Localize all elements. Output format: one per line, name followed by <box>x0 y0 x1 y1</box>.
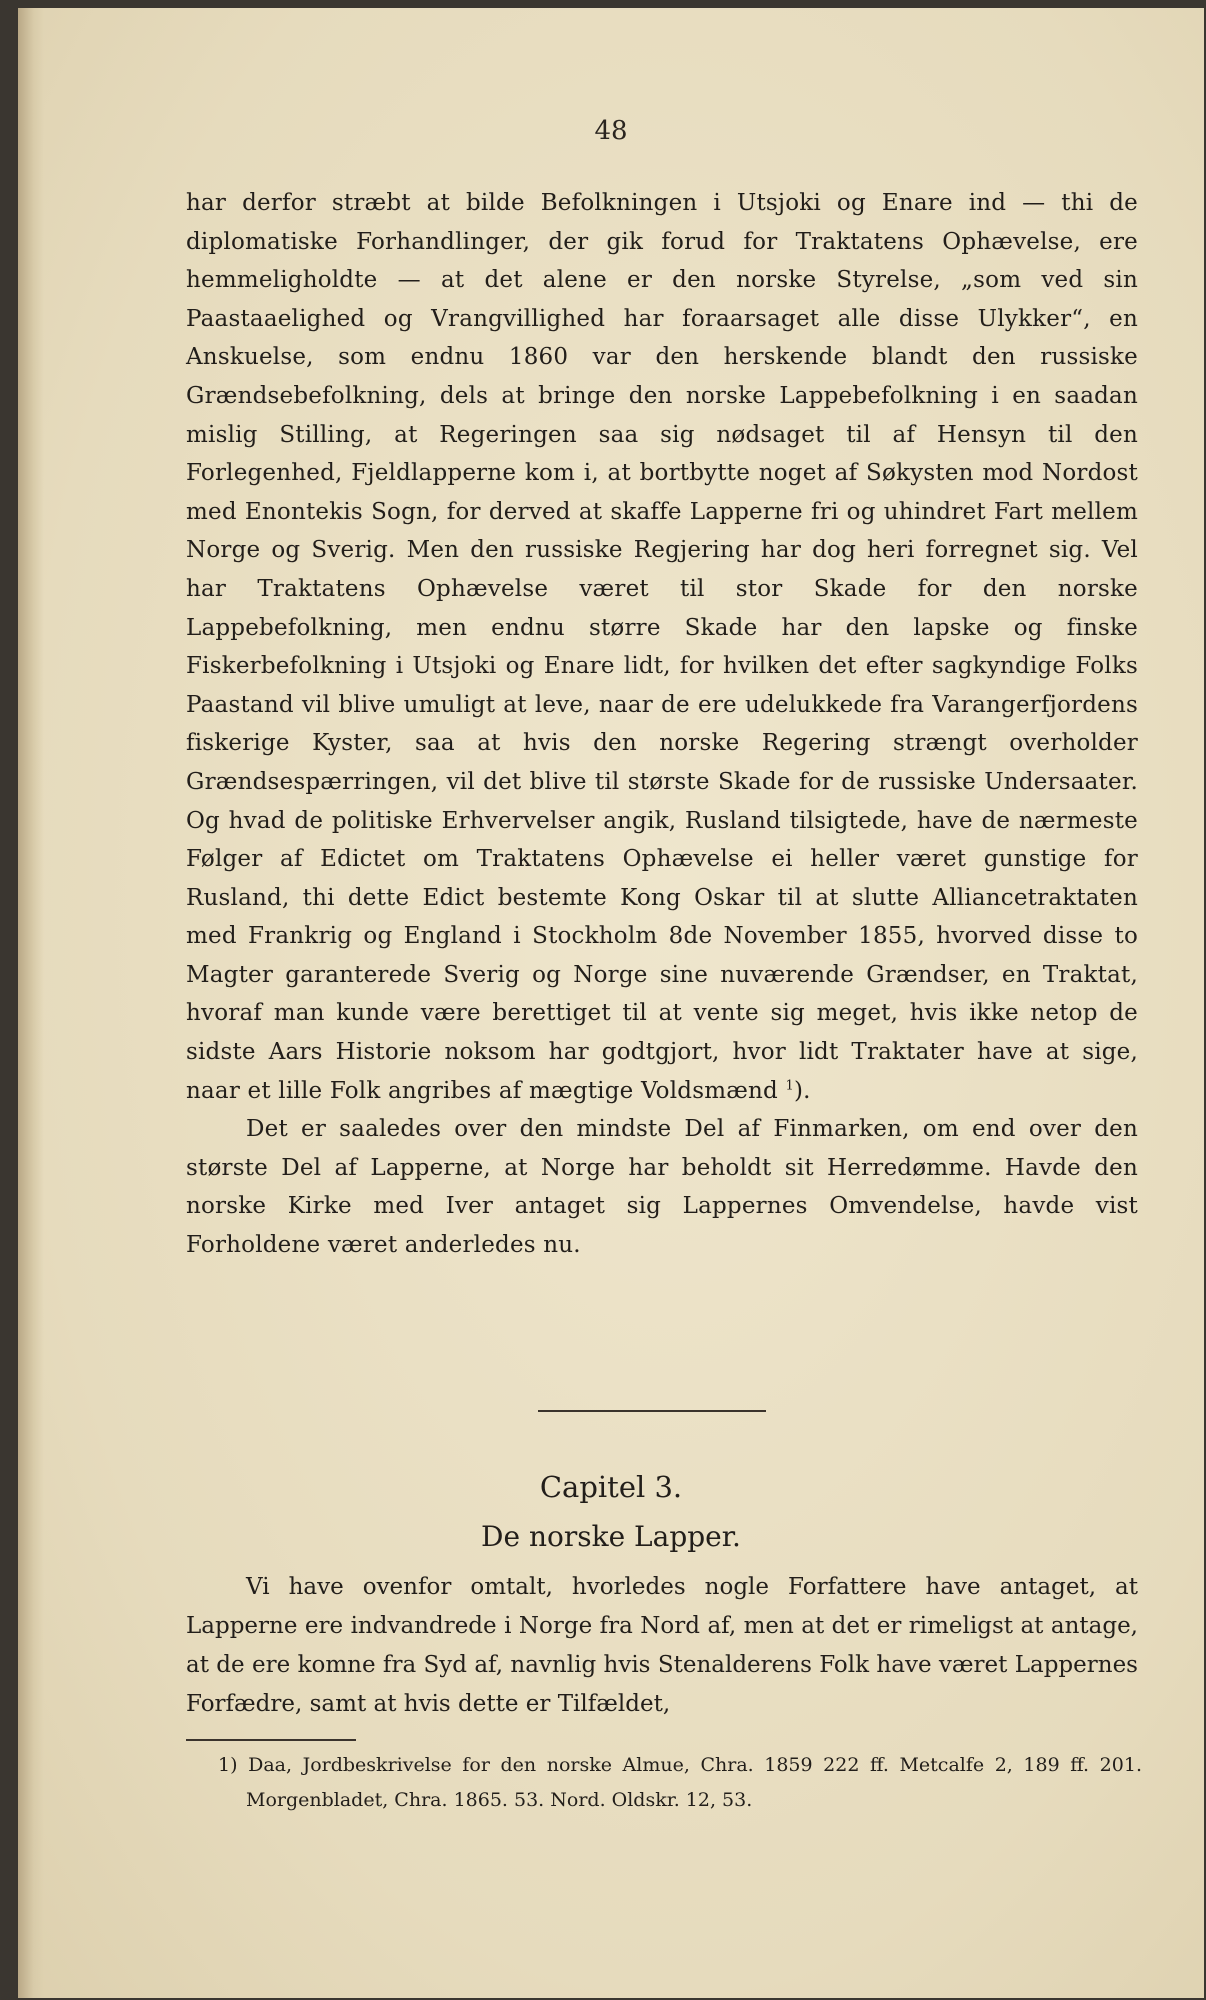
chapter-text <box>186 1568 1138 1724</box>
paragraph-3: Vi have ovenfor omtalt, hvorledes nogle Forfattere have antaget, at Lapperne ere indvandrede i Norge fra Nord af, men at det er rimeligst at antage, at de ere komne fra Syd af, navnlig hvis Stenalderens Folk have været Lappernes Forfædre, samt at hvis dette er Tilfældet, <box>186 1574 1138 1717</box>
chapter-subtitle: De norske Lapper. <box>481 1520 741 1553</box>
footnote-marker: 1) <box>218 1754 238 1776</box>
paragraph-1 <box>186 184 1138 1110</box>
page-number: 48 <box>594 116 628 146</box>
paragraph-1-text: har derfor stræbt at bilde Befolkningen i Utsjoki og Enare ind — thi de diplomatiske Forhandlinger, der gik forud for Traktatens Ophævelse, ere hemmeligholdte — at det alene er den norske Styrelse, „som ved sin Paastaaelighed og Vrangvillighed har foraarsaget alle disse Ulykker“, en Anskuelse, som endnu 1860 var den herskende blandt den russiske Grændsebefolkning, dels at bringe den norske Lappebefolkning i en saadan mislig Stilling, at Regeringen saa sig nødsaget til af Hensyn til den Forlegenhed, Fjeldlapperne kom i, at bortbytte noget af Søkysten mod Nordost med Enontekis Sogn, for derved at skaffe Lapperne fri og uhindret Fart mellem Norge og Sverig. Men den russiske Regjering har dog heri forregnet sig. Vel har Traktatens Ophævelse været til stor Skade for den norske Lappebefolkning, men endnu større Skade har den lapske og finske Fiskerbefolkning i Utsjoki og Enare lidt, for hvilken det efter sagkyndige Folks Paastand vil blive umuligt at leve, naar de ere udelukkede fra Varangerfjordens fiskerige Kyster, saa at hvis den norske Regering strængt overholder Grændsespærringen, vil det blive til største Skade for de russiske Undersaater. Og hvad de politiske Erhvervelser angik, Rusland tilsigtede, have de nærmeste Følger af Edictet om Traktatens Ophævelse ei heller været gunstige for Rusland, thi dette Edict bestemte Kong Oskar til at slutte Alliancetraktaten med Frankrig og England i Stockholm 8de November 1855, hvorved disse to Magter garanterede Sverig og Norge sine nuværende Grændser, en Traktat, hvoraf man kunde være berettiget til at vente sig meget, hvis ikke netop de sidste Aars Historie noksom har godtgjort, hvor lidt Traktater have at sige, naar et lille Folk angribes af mægtige Voldsmænd <box>186 190 1138 1104</box>
paragraph-2: Det er saaledes over den mindste Del af Finmarken, om end over den største Del af Lapperne, at Norge har beholdt sit Herredømme. Havde den norske Kirke med Iver antaget sig Lappernes Omvendelse, havde vist Forholdene været anderledes nu. <box>186 1116 1138 1259</box>
footnote-text: Daa, Jordbeskrivelse for den norske Almue, Chra. 1859 222 ff. Metcalfe 2, 189 ff. 201. Morgenbladet, Chra. 1865. 53. Nord. Oldskr. 12, 53. <box>246 1754 1142 1811</box>
paragraph-1-end: ). <box>793 1077 811 1104</box>
footnote-reference: 1 <box>785 1078 794 1093</box>
book-page <box>18 8 1204 1998</box>
footnote <box>218 1748 1142 1818</box>
chapter-title: Capitel 3. <box>539 1470 683 1504</box>
footnote-divider <box>186 1739 356 1741</box>
page-spine-shadow <box>18 8 44 1998</box>
main-text <box>186 184 1138 1265</box>
section-divider <box>538 1410 766 1412</box>
